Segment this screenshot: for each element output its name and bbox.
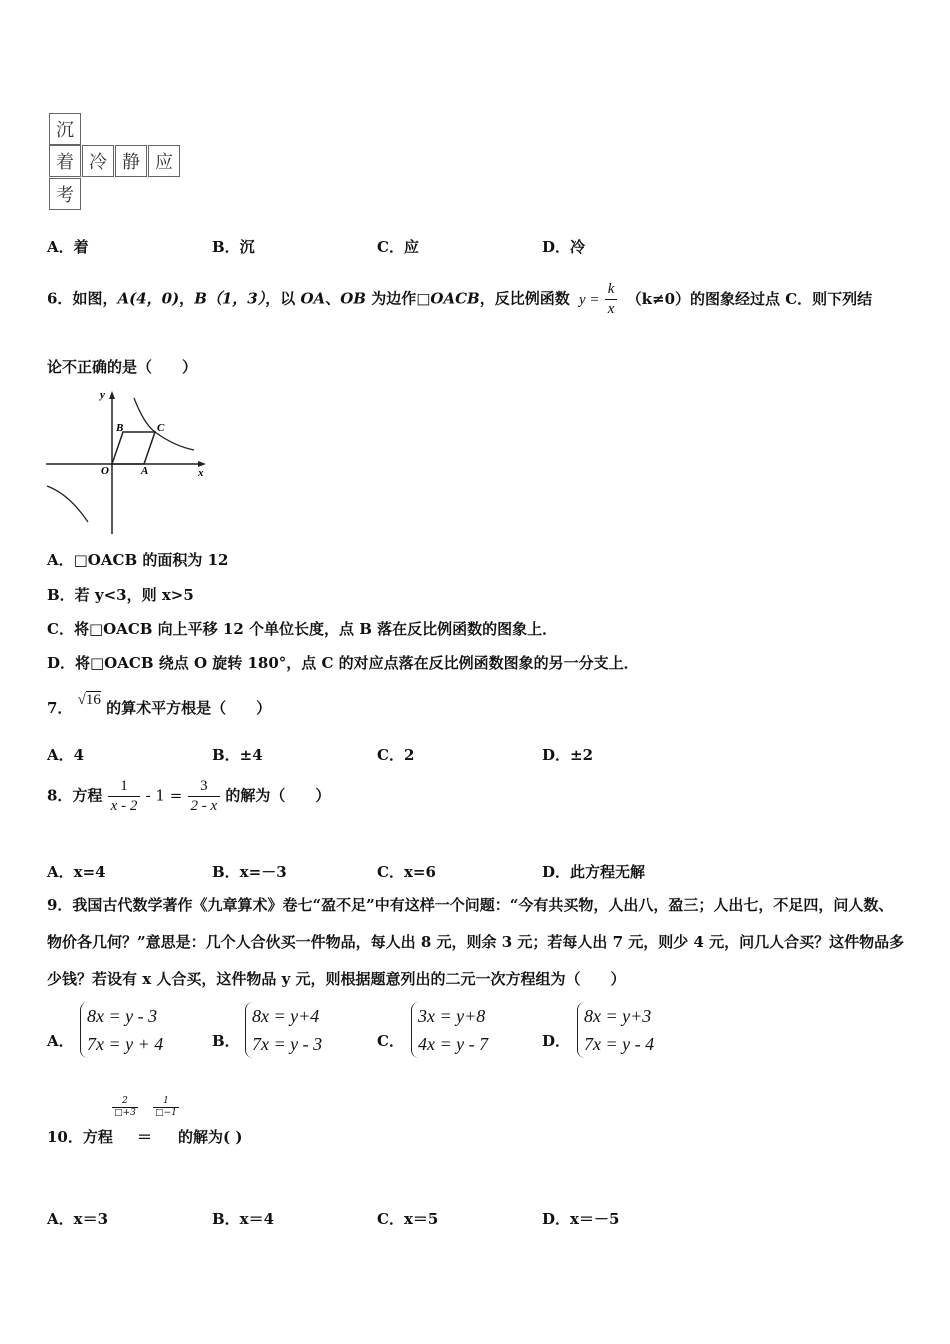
q10-f2-num: 1 xyxy=(153,1096,179,1108)
q6-line-2: 论不正确的是（ ） xyxy=(47,358,198,376)
q10-number: 10．方程 xyxy=(47,1128,113,1146)
label-b: B xyxy=(116,422,124,434)
q5-option-a[interactable]: A．着 xyxy=(47,238,89,256)
q6-point-b: B（1，3） xyxy=(194,289,266,308)
q6-text-b: ，以 xyxy=(265,289,301,308)
q6-option-b[interactable]: B．若 y<3，则 x>5 xyxy=(47,586,194,604)
q8-text: 的解为（ ） xyxy=(225,786,331,805)
cube-net-figure xyxy=(47,111,183,215)
q6-func-den: x xyxy=(605,299,618,318)
parallelogram-oacb xyxy=(112,432,155,464)
q9-option-b-system[interactable] xyxy=(245,1002,322,1058)
q5-option-d[interactable]: D．冷 xyxy=(542,238,586,256)
q8-f2-num: 3 xyxy=(200,778,208,794)
q6-point-a: A(4，0) xyxy=(117,289,180,308)
q8-f1-num: 1 xyxy=(120,778,128,794)
q8-stem xyxy=(47,778,330,815)
q6-function-fraction xyxy=(605,281,618,318)
label-o: O xyxy=(101,465,109,477)
q9-option-c-label[interactable]: C． xyxy=(377,1032,404,1050)
q6-condition: （k≠0）的图象经过点 C．则下列结 xyxy=(626,289,873,308)
q9-a-eq2: 7x = y + 4 xyxy=(87,1034,164,1054)
q6-text-d: ，反比例函数 xyxy=(479,289,570,308)
q6-option-d[interactable]: D．将□OACB 绕点 O 旋转 180°，点 C 的对应点落在反比例函数图象的另一分支上． xyxy=(47,654,639,672)
q5-option-c[interactable]: C．应 xyxy=(377,238,419,256)
q9-c-eq1: 3x = y+8 xyxy=(418,1006,486,1026)
q5-option-b[interactable]: B．沉 xyxy=(212,238,255,256)
q7-option-a[interactable]: A．4 xyxy=(47,746,85,764)
q10-option-b[interactable]: B．x＝4 xyxy=(212,1210,275,1228)
label-x: x xyxy=(198,467,204,479)
q8-option-d[interactable]: D．此方程无解 xyxy=(542,863,646,881)
q10-text: 的解为( ) xyxy=(178,1128,243,1146)
q8-number: 8．方程 xyxy=(47,786,103,805)
q7-option-b[interactable]: B．±4 xyxy=(212,746,263,764)
q7-text: 的算术平方根是（ ） xyxy=(106,699,272,717)
q9-option-a-label[interactable]: A． xyxy=(47,1032,74,1050)
q8-fraction-2 xyxy=(188,778,221,815)
q7-stem xyxy=(47,692,272,718)
q9-d-eq2: 7x = y - 4 xyxy=(584,1034,655,1054)
q8-f2-den: 2 - x xyxy=(188,796,221,815)
q9-a-eq1: 8x = y - 3 xyxy=(87,1006,158,1026)
q10-equals: ＝ xyxy=(137,1128,153,1146)
q9-stem: 9．我国古代数学著作《九章算术》卷七“盈不足”中有这样一个问题：“今有共买物，人出八，盈三；人出七，不足四，问人数、物价各几何？”意思是：几个人合伙买一件物品，每人出 8 元，则余 3 元；若每人出 7 元，则少 4 元，问几人合买？这件物品多少钱？若设有 x 人合买，这件物品 y 元，则根据题意列出的二元一次方程组为（ ） xyxy=(47,896,905,988)
net-cell-bottom: 考 xyxy=(49,178,81,210)
q10-f1-num: 2 xyxy=(112,1096,138,1108)
q8-fraction-1 xyxy=(108,778,141,815)
q6-oa: OA xyxy=(300,289,326,308)
net-cell-row-1: 着 xyxy=(49,145,81,177)
q6-func-num: k xyxy=(607,281,615,297)
q9-option-a-system[interactable] xyxy=(80,1002,163,1058)
q7-radicand: 16 xyxy=(85,692,101,708)
label-y: y xyxy=(100,389,105,401)
q6-option-a[interactable]: A．□OACB 的面积为 12 xyxy=(47,551,229,569)
q8-option-b[interactable]: B．x=－3 xyxy=(212,863,287,881)
q10-f1-den: □+3 xyxy=(114,1108,136,1118)
net-cell-row-3: 静 xyxy=(115,145,147,177)
q10-option-c[interactable]: C．x＝5 xyxy=(377,1210,439,1228)
q9-b-eq1: 8x = y+4 xyxy=(252,1006,320,1026)
q9-d-eq1: 8x = y+3 xyxy=(584,1006,652,1026)
q8-f1-den: x - 2 xyxy=(108,796,141,815)
q10-option-a[interactable]: A．x＝3 xyxy=(47,1210,109,1228)
q7-sqrt: √16 xyxy=(77,692,101,708)
q6-text-a: 如图， xyxy=(72,289,118,308)
q6-function-y: y = xyxy=(578,291,600,308)
q7-option-d[interactable]: D．±2 xyxy=(542,746,594,764)
q6-graph xyxy=(44,386,214,536)
y-axis-arrow xyxy=(109,391,115,399)
q6-stem xyxy=(47,281,872,318)
label-c: C xyxy=(157,422,165,434)
q10-option-d[interactable]: D．x＝－5 xyxy=(542,1210,620,1228)
q9-option-b-label[interactable]: B． xyxy=(212,1032,240,1050)
q6-dun: 、 xyxy=(325,289,341,308)
hyperbola-branch-2 xyxy=(47,486,88,522)
net-cell-top: 沉 xyxy=(49,113,81,145)
q8-option-c[interactable]: C．x=6 xyxy=(377,863,436,881)
q6-option-c[interactable]: C．将□OACB 向上平移 12 个单位长度，点 B 落在反比例函数的图象上． xyxy=(47,620,558,638)
q8-mid: - 1 = xyxy=(145,786,183,805)
net-cell-row-4: 应 xyxy=(148,145,180,177)
q6-ob: OB xyxy=(340,289,366,308)
q9-b-eq2: 7x = y - 3 xyxy=(252,1034,323,1054)
q7-number: 7． xyxy=(47,699,73,717)
q9-option-d-system[interactable] xyxy=(577,1002,654,1058)
q6-parallelogram: □OACB xyxy=(416,289,480,308)
q10-f2-den: □−1 xyxy=(155,1108,177,1118)
label-a: A xyxy=(141,465,149,477)
q6-sep: ， xyxy=(179,289,195,308)
q8-option-a[interactable]: A．x=4 xyxy=(47,863,106,881)
q6-text-c: 为边作 xyxy=(365,289,417,308)
q10-fraction-2 xyxy=(153,1096,179,1118)
net-cell-row-2: 冷 xyxy=(82,145,114,177)
q7-option-c[interactable]: C．2 xyxy=(377,746,415,764)
q9-option-d-label[interactable]: D． xyxy=(542,1032,571,1050)
q10-fraction-1 xyxy=(112,1096,138,1118)
q6-number: 6． xyxy=(47,289,73,308)
q9-c-eq2: 4x = y - 7 xyxy=(418,1034,489,1054)
q9-option-c-system[interactable] xyxy=(411,1002,488,1058)
